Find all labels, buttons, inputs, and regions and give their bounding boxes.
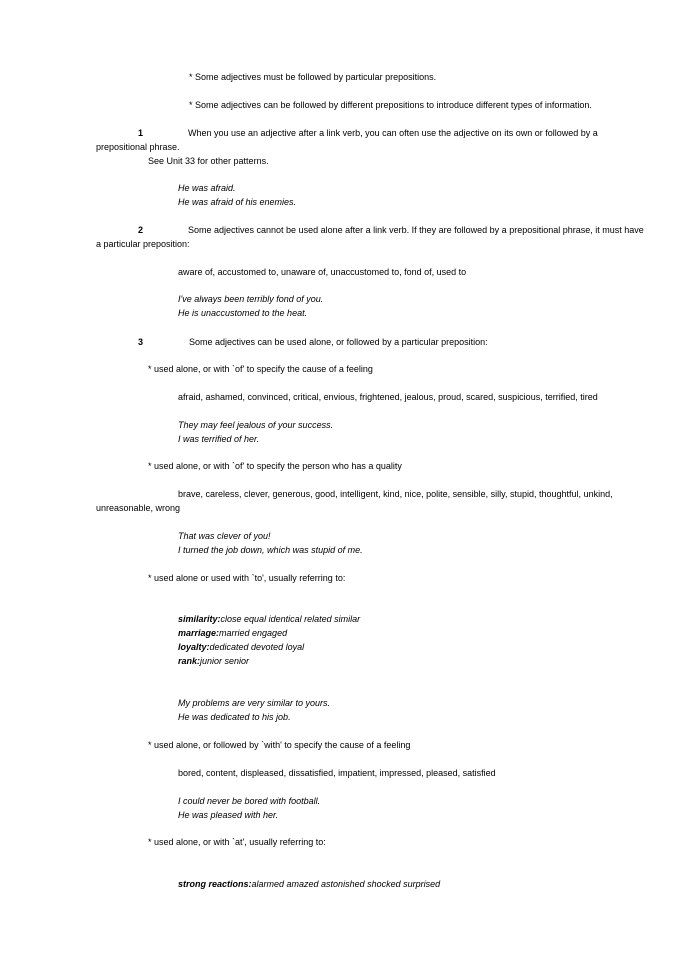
section-3-number: 3 [138,337,144,347]
category-strong-reactions [178,877,440,891]
subsection-of-feeling-example-2: I was terrified of her. [178,434,260,444]
subsection-with-heading: * used alone, or followed by `with' to specify the cause of a feeling [148,740,411,750]
category-similarity [178,612,360,626]
category-words: alarmed amazed astonished shocked surprised [251,879,441,889]
subsection-at-heading: * used alone, or with `at', usually referring to: [148,837,326,847]
category-marriage [178,626,287,640]
category-loyalty [178,640,304,654]
subsection-to-example-1: My problems are very similar to yours. [178,698,331,708]
category-words: close equal identical related similar [220,614,361,624]
section-1-see-also: See Unit 33 for other patterns. [148,156,269,166]
category-label: rank: [178,656,201,666]
category-words: married engaged [219,628,288,638]
category-label: strong reactions: [178,879,252,889]
subsection-with-example-2: He was pleased with her. [178,810,279,820]
category-rank [178,654,249,668]
section-3-text: Some adjectives can be used alone, or followed by a particular preposition: [189,337,488,347]
subsection-of-person-list: brave, careless, clever, generous, good, intelligent, kind, nice, polite, sensible, silly, stupid, thoughtful, unkind, unreasonable, wrong [96,489,613,513]
subsection-with-example-1: I could never be bored with football. [178,796,321,806]
category-label: loyalty: [178,642,210,652]
category-words: junior senior [200,656,250,666]
subsection-to-heading: * used alone or used with `to', usually referring to: [148,573,346,583]
section-1-example-2: He was afraid of his enemies. [178,197,297,207]
subsection-of-person-example-2: I turned the job down, which was stupid of me. [178,545,363,555]
subsection-of-feeling-example-1: They may feel jealous of your success. [178,420,334,430]
subsection-of-person-heading: * used alone, or with `of' to specify the person who has a quality [148,461,402,471]
category-label: marriage: [178,628,220,638]
section-1-example-1: He was afraid. [178,183,236,193]
section-2-adjective-list: aware of, accustomed to, unaware of, unaccustomed to, fond of, used to [178,267,467,277]
category-label: similarity: [178,614,221,624]
subsection-of-feeling-heading: * used alone, or with `of' to specify the cause of a feeling [148,364,373,374]
subsection-of-feeling-list: afraid, ashamed, convinced, critical, envious, frightened, jealous, proud, scared, suspicious, terrified, tired [178,392,598,402]
section-2-text: Some adjectives cannot be used alone after a link verb. If they are followed by a prepositional phrase, it must have a particular preposition: [96,225,644,249]
category-words: dedicated devoted loyal [209,642,305,652]
section-1-number: 1 [138,128,144,138]
section-1-text: When you use an adjective after a link verb, you can often use the adjective on its own or followed by a prepositional phrase. [96,128,598,152]
section-2-example-1: I've always been terribly fond of you. [178,294,324,304]
subsection-to-example-2: He was dedicated to his job. [178,712,291,722]
intro-bullet-2: * Some adjectives can be followed by different prepositions to introduce different types of information. [189,100,592,110]
subsection-with-list: bored, content, displeased, dissatisfied, impatient, impressed, pleased, satisfied [178,768,496,778]
section-2-example-2: He is unaccustomed to the heat. [178,308,308,318]
subsection-of-person-example-1: That was clever of you! [178,531,271,541]
intro-bullet-1: * Some adjectives must be followed by particular prepositions. [189,72,437,82]
section-2-number: 2 [138,225,144,235]
